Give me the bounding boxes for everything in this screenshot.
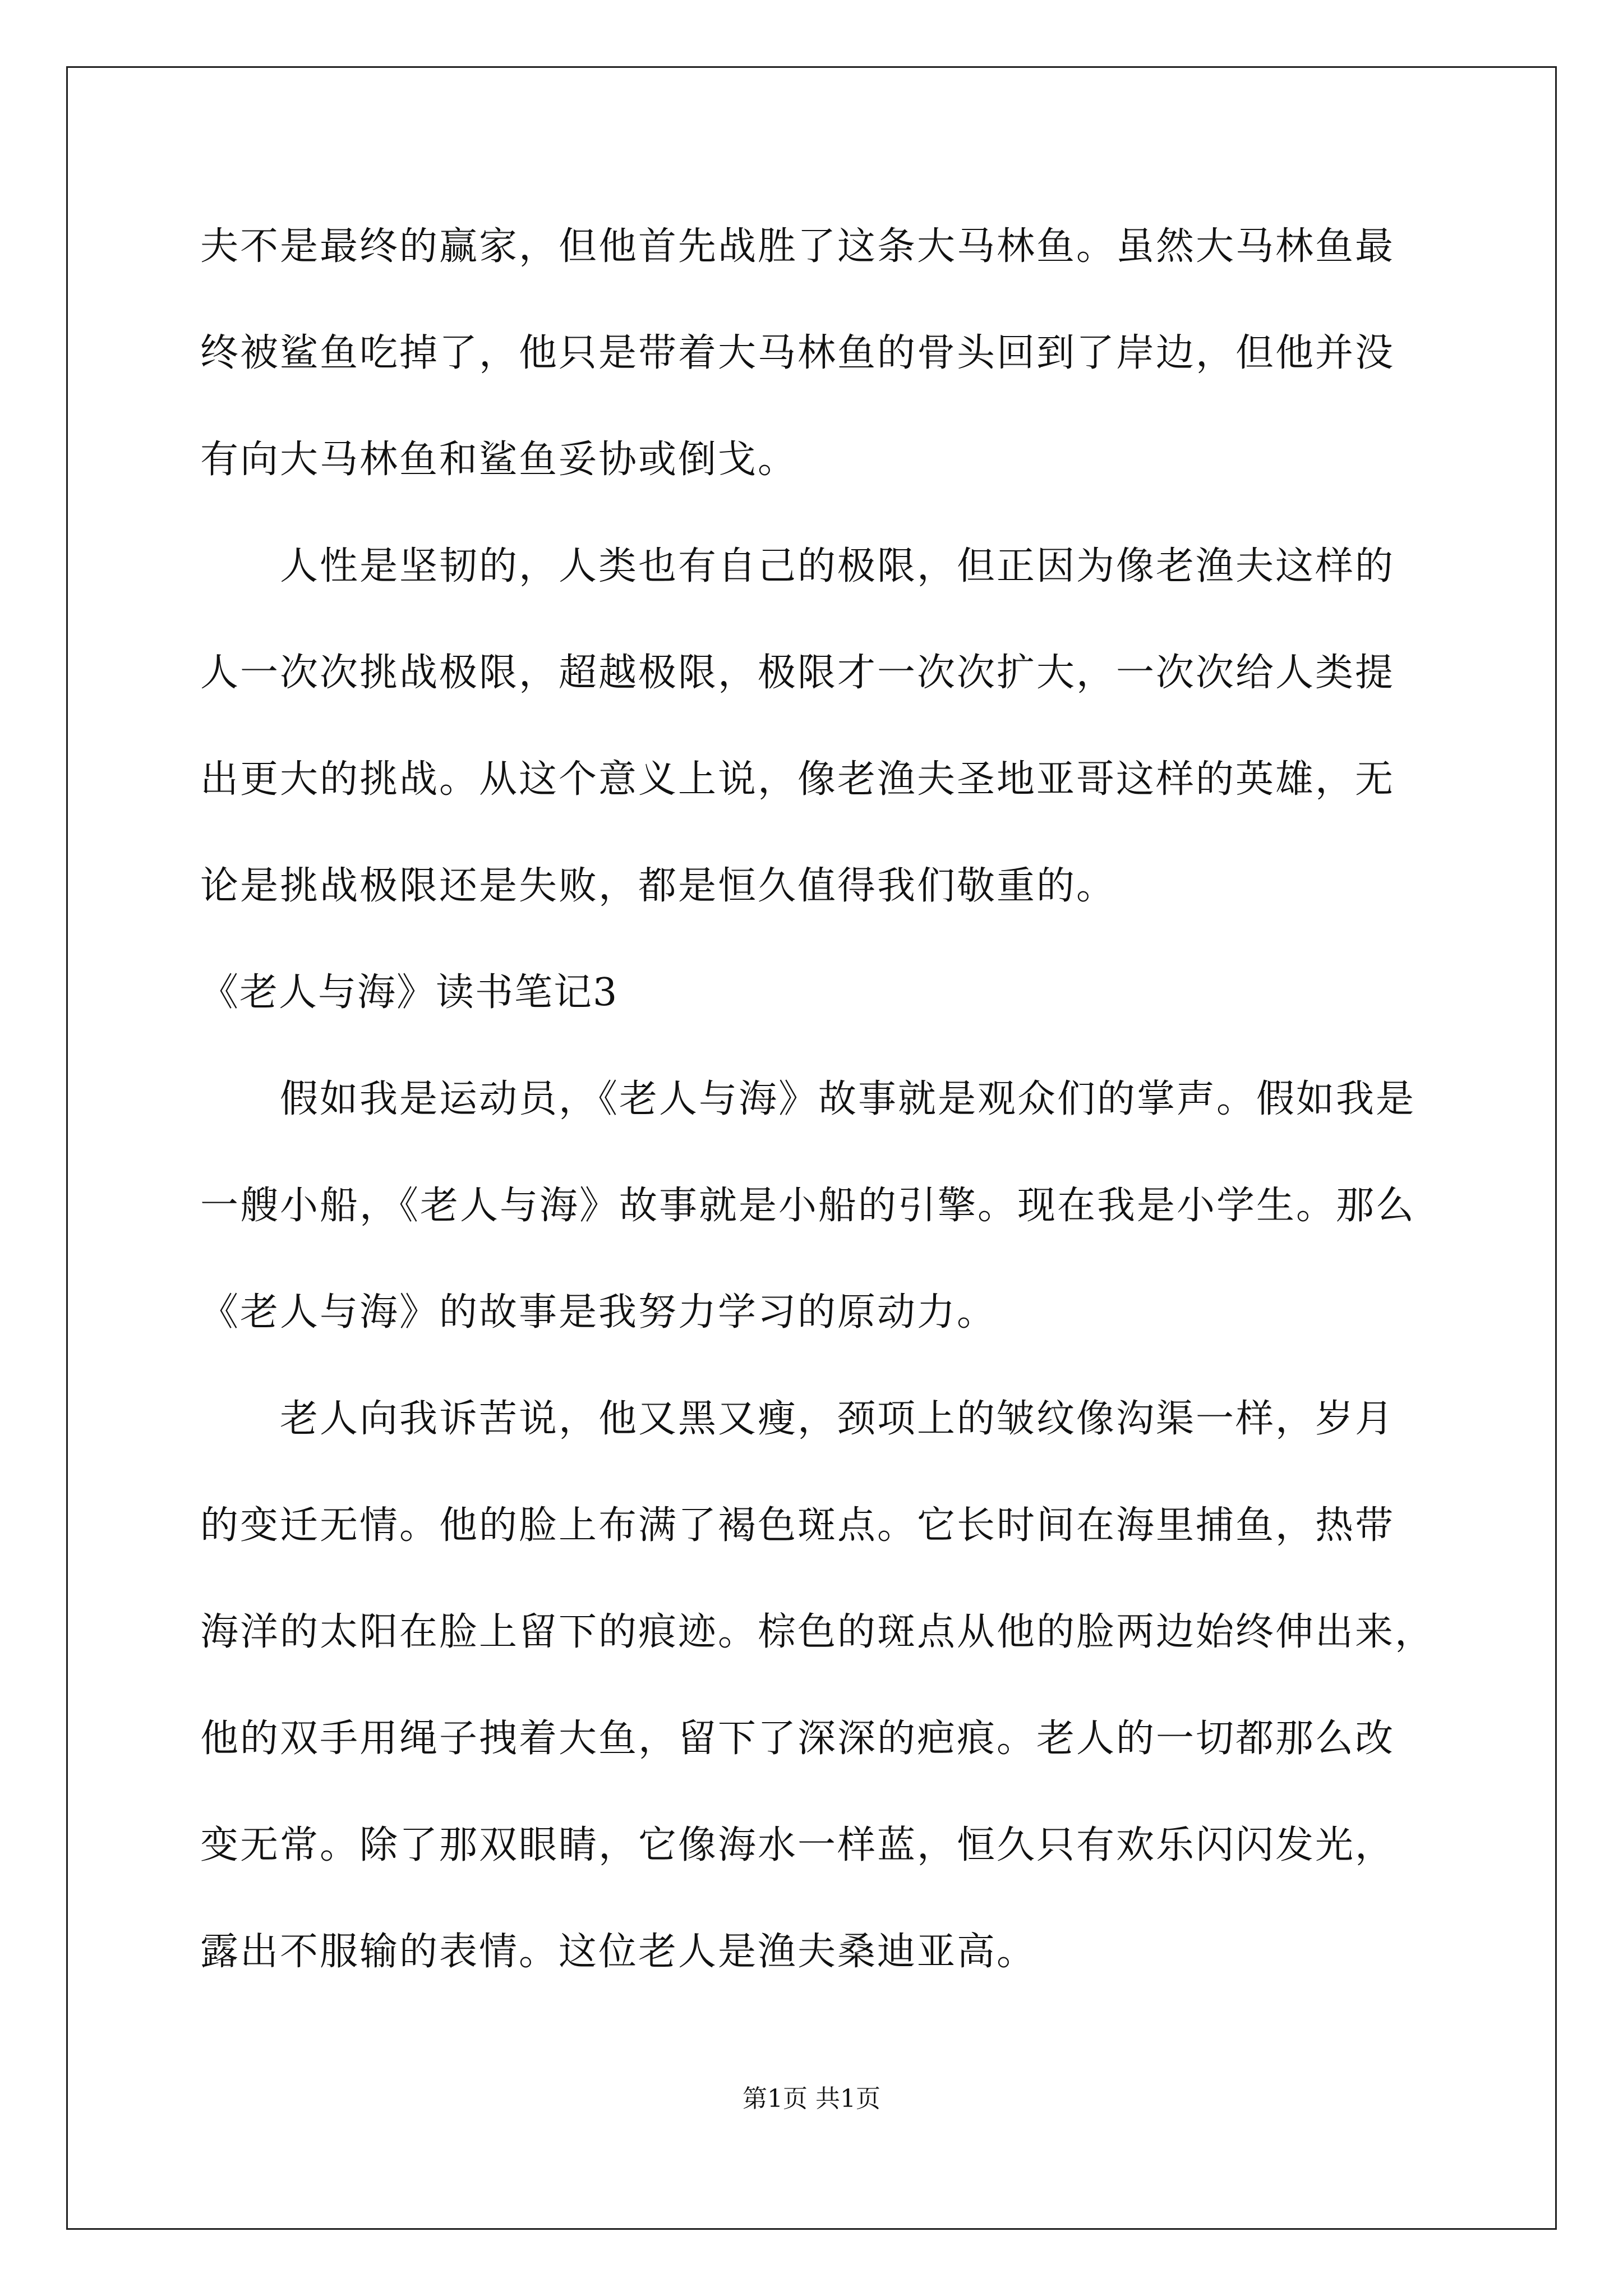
paragraph-3-line-2: 一艘小船，《老人与海》故事就是小船的引擎。现在我是小学生。那么 — [200, 1184, 1416, 1228]
paragraph-1-line-2: 终被鲨鱼吃掉了，他只是带着大马林鱼的骨头回到了岸边，但他并没 — [200, 331, 1395, 375]
paragraph-2-line-4: 论是挑战极限还是失败，都是恒久值得我们敬重的。 — [200, 864, 1117, 908]
paragraph-3-line-3: 《老人与海》的故事是我努力学习的原动力。 — [200, 1290, 997, 1335]
page-number-footer: 第1页 共1页 — [743, 2085, 880, 2113]
paragraph-3-line-1: 假如我是运动员，《老人与海》故事就是观众们的掌声。假如我是 — [280, 1077, 1416, 1121]
page-border — [66, 66, 1557, 2230]
paragraph-2-line-2: 人一次次挑战极限，超越极限，极限才一次次扩大，一次次给人类提 — [200, 651, 1395, 695]
paragraph-1-line-1: 夫不是最终的赢家，但他首先战胜了这条大马林鱼。虽然大马林鱼最 — [200, 224, 1395, 269]
paragraph-4-line-6: 露出不服输的表情。这位老人是渔夫桑迪亚高。 — [200, 1930, 1037, 1974]
paragraph-4-line-5: 变无常。除了那双眼睛，它像海水一样蓝，恒久只有欢乐闪闪发光， — [200, 1823, 1395, 1867]
paragraph-4-line-3: 海洋的太阳在脸上留下的痕迹。棕色的斑点从他的脸两边始终伸出来， — [200, 1610, 1435, 1654]
paragraph-4-line-4: 他的双手用绳子拽着大鱼，留下了深深的疤痕。老人的一切都那么改 — [200, 1717, 1395, 1761]
paragraph-1-line-3: 有向大马林鱼和鲨鱼妥协或倒戈。 — [200, 438, 798, 482]
paragraph-2-line-3: 出更大的挑战。从这个意义上说，像老渔夫圣地亚哥这样的英雄，无 — [200, 757, 1395, 802]
paragraph-4-line-1: 老人向我诉苦说，他又黑又瘦，颈项上的皱纹像沟渠一样，岁月 — [280, 1397, 1395, 1441]
section-heading: 《老人与海》读书笔记3 — [200, 970, 619, 1015]
paragraph-4-line-2: 的变迁无情。他的脸上布满了褐色斑点。它长时间在海里捕鱼，热带 — [200, 1503, 1395, 1548]
paragraph-2-line-1: 人性是坚韧的，人类也有自己的极限，但正因为像老渔夫这样的 — [280, 544, 1395, 588]
